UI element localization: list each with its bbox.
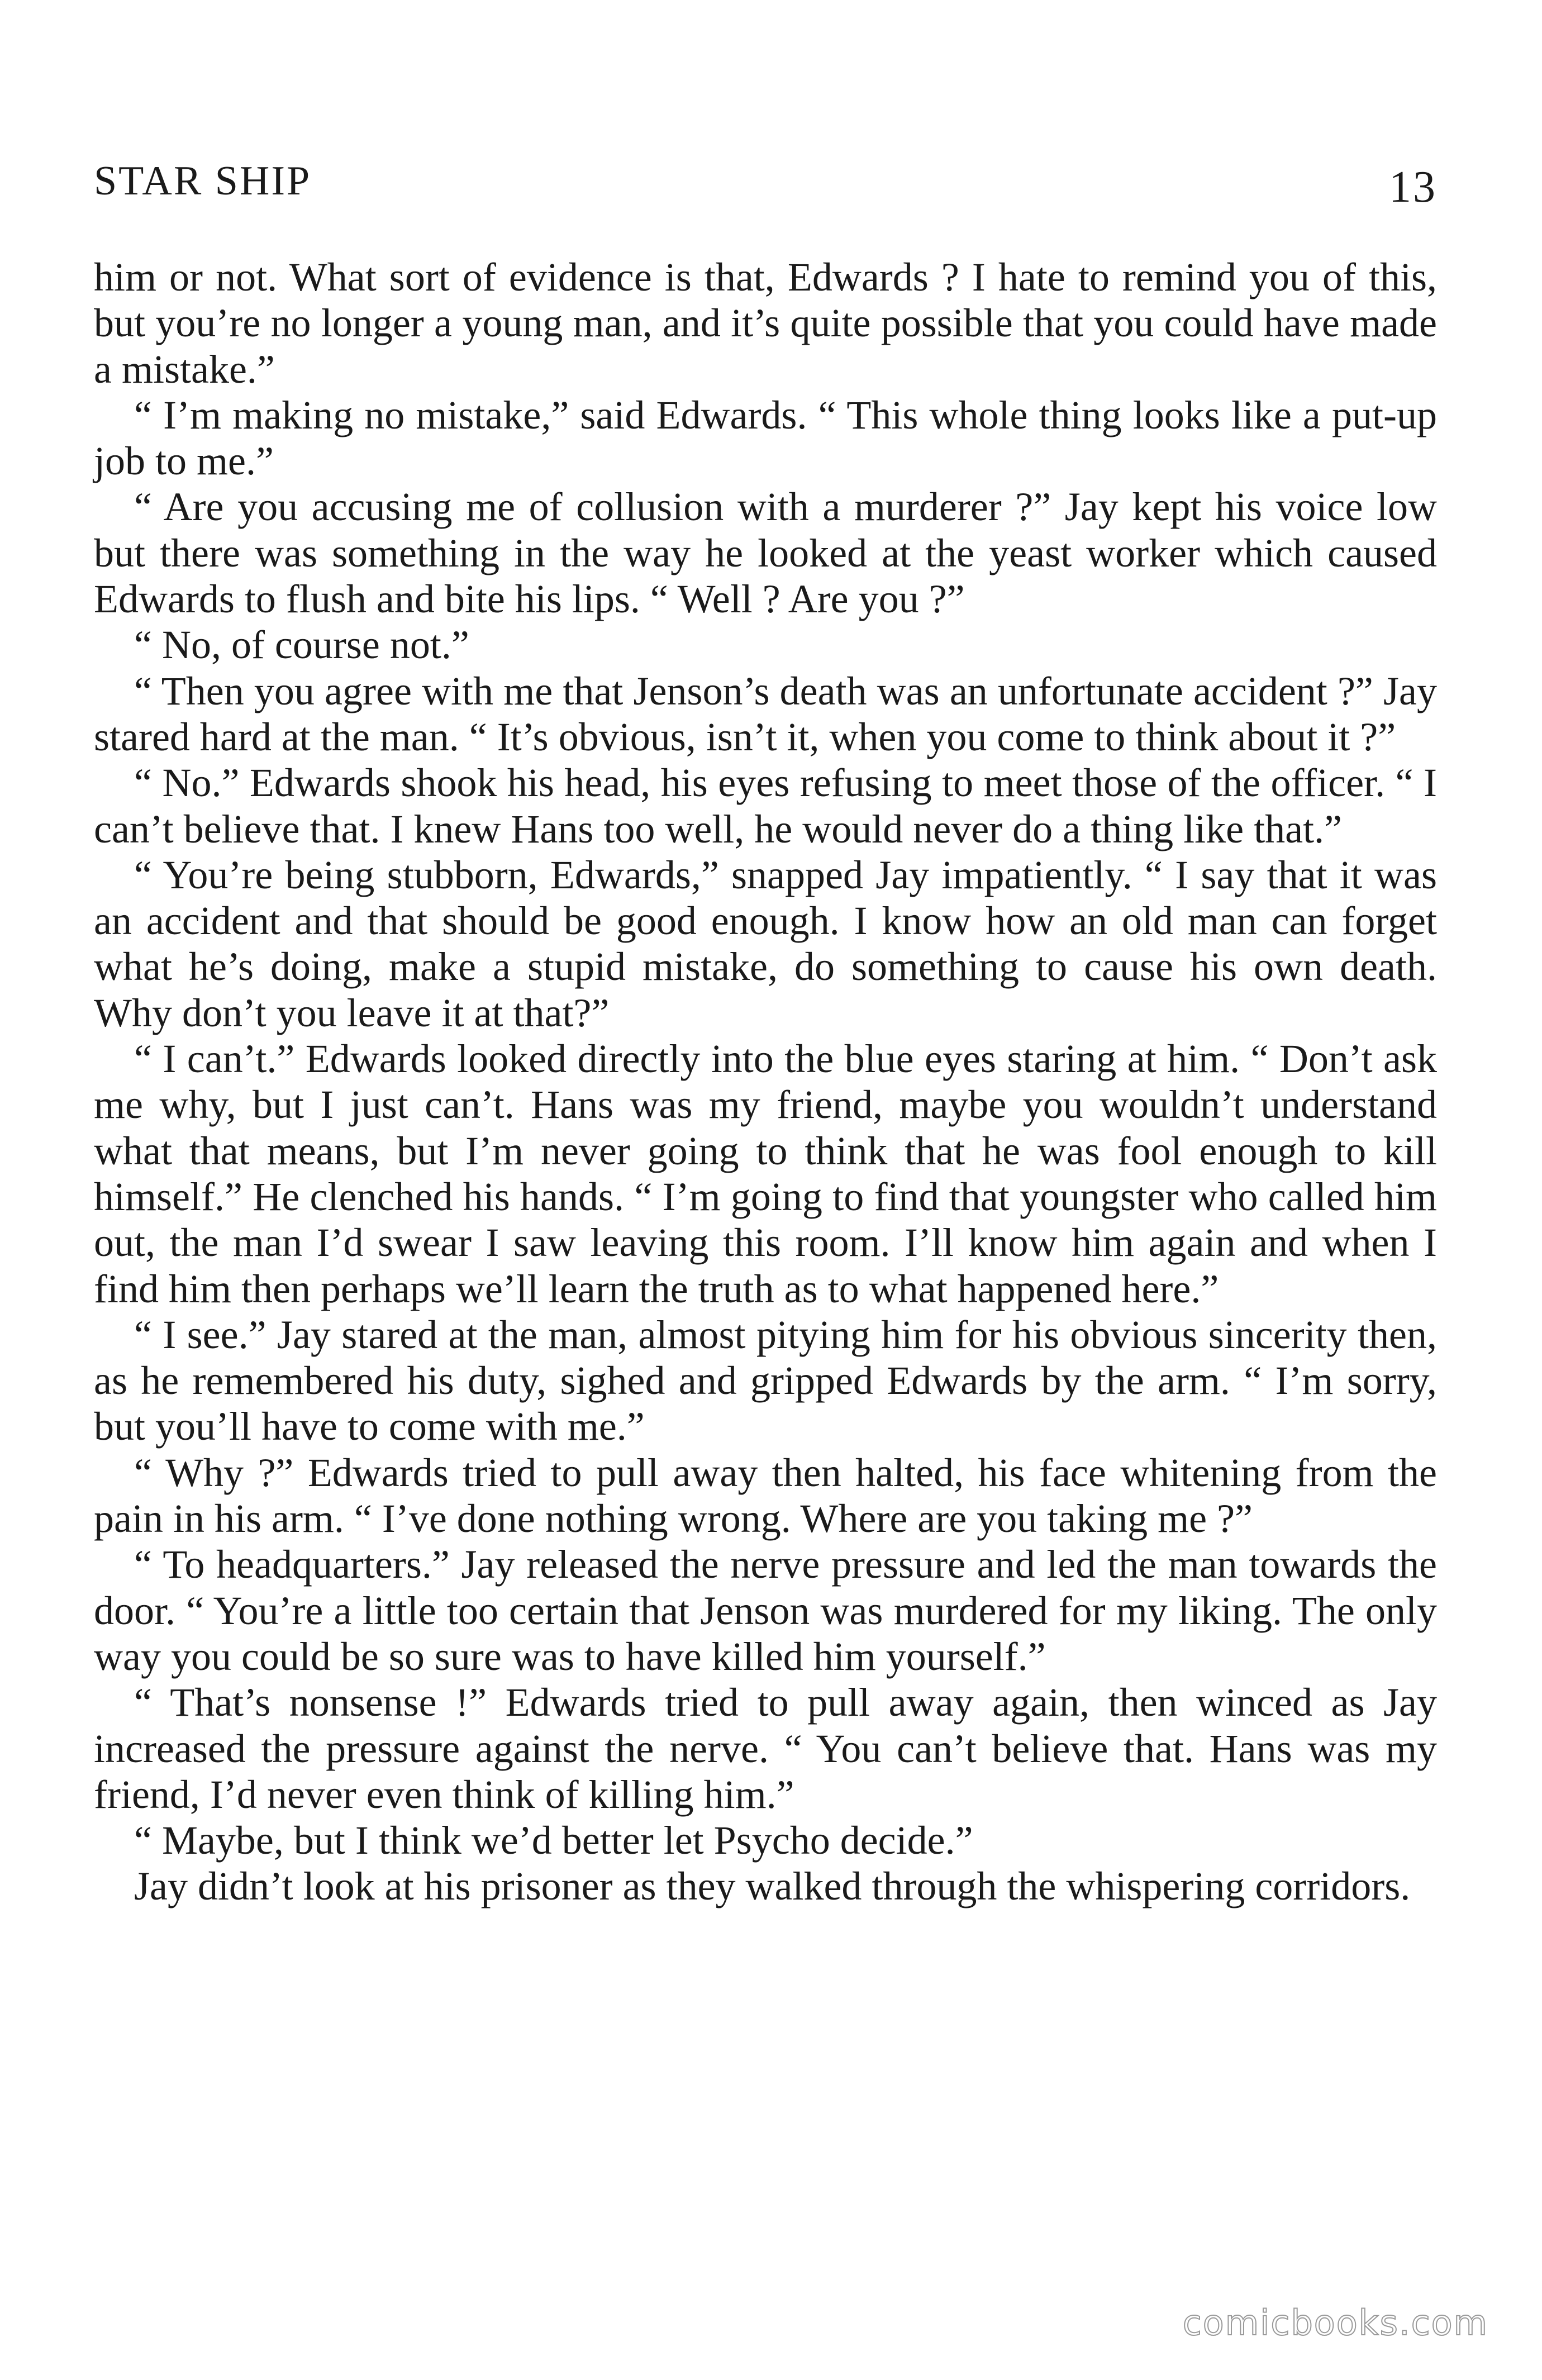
paragraph: “ No.” Edwards shook his head, his eyes refusing to meet those of the officer. “ I can’t believe that. I knew Hans too well, he would never do a thing like that.”: [94, 760, 1437, 851]
paragraph: him or not. What sort of evidence is that, Edwards ? I hate to remind you of this, but you’re no longer a young man, and it’s quite possible that you could have made a mistake.”: [94, 255, 1437, 392]
body-text: [94, 254, 1437, 1910]
paragraph: “ Then you agree with me that Jenson’s death was an unfortunate accident ?” Jay stared hard at the man. “ It’s obvious, isn’t it, when you come to think about it ?”: [94, 668, 1437, 759]
watermark: comicbooks.com: [1182, 2302, 1488, 2343]
paragraph: “ I’m making no mistake,” said Edwards. “ This whole thing looks like a put-up job to me.”: [94, 392, 1437, 484]
paragraph: “ To headquarters.” Jay released the nerve pressure and led the man towards the door. “ You’re a little too certain that Jenson was murdered for my liking. The only way you could be so sure was to have killed him yourself.”: [94, 1542, 1437, 1679]
page-number: 13: [1389, 163, 1437, 212]
running-head: [94, 158, 1437, 219]
paragraph: “ You’re being stubborn, Edwards,” snapped Jay impatiently. “ I say that it was an accident and that should be good enough. I know how an old man can forget what he’s doing, make a stupid mistake, do something to cause his own death. Why don’t you leave it at that?”: [94, 852, 1437, 1035]
paragraph: Jay didn’t look at his prisoner as they walked through the whispering corridors.: [134, 1864, 1411, 1909]
paragraph: “ That’s nonsense !” Edwards tried to pull away again, then winced as Jay increased the pressure against the nerve. “ You can’t believe that. Hans was my friend, I’d never even think of killing him.”: [94, 1680, 1437, 1817]
paragraph: “ Maybe, but I think we’d better let Psycho decide.”: [134, 1818, 973, 1863]
paragraph: “ Are you accusing me of collusion with a murderer ?” Jay kept his voice low but there was something in the way he looked at the yeast worker which caused Edwards to flush and bite his lips. “ Well ? Are you ?”: [94, 484, 1437, 622]
paragraph: “ No, of course not.”: [134, 622, 469, 668]
paragraph: “ Why ?” Edwards tried to pull away then halted, his face whitening from the pain in his arm. “ I’ve done nothing wrong. Where are you taking me ?”: [94, 1450, 1437, 1541]
running-title: STAR SHIP: [94, 158, 312, 204]
paragraph: “ I see.” Jay stared at the man, almost pitying him for his obvious sincerity then, as he remembered his duty, sighed and gripped Edwards by the arm. “ I’m sorry, but you’ll have to come with me.”: [94, 1312, 1437, 1449]
paragraph: “ I can’t.” Edwards looked directly into the blue eyes staring at him. “ Don’t ask me why, but I just can’t. Hans was my friend, maybe you wouldn’t understand what that means, but I’m never going to think that he was fool enough to kill himself.” He clenched his hands. “ I’m going to find that youngster who called him out, the man I’d swear I saw leaving this room. I’ll know him again and when I find him then perhaps we’ll learn the truth as to what happened here.”: [94, 1036, 1437, 1311]
